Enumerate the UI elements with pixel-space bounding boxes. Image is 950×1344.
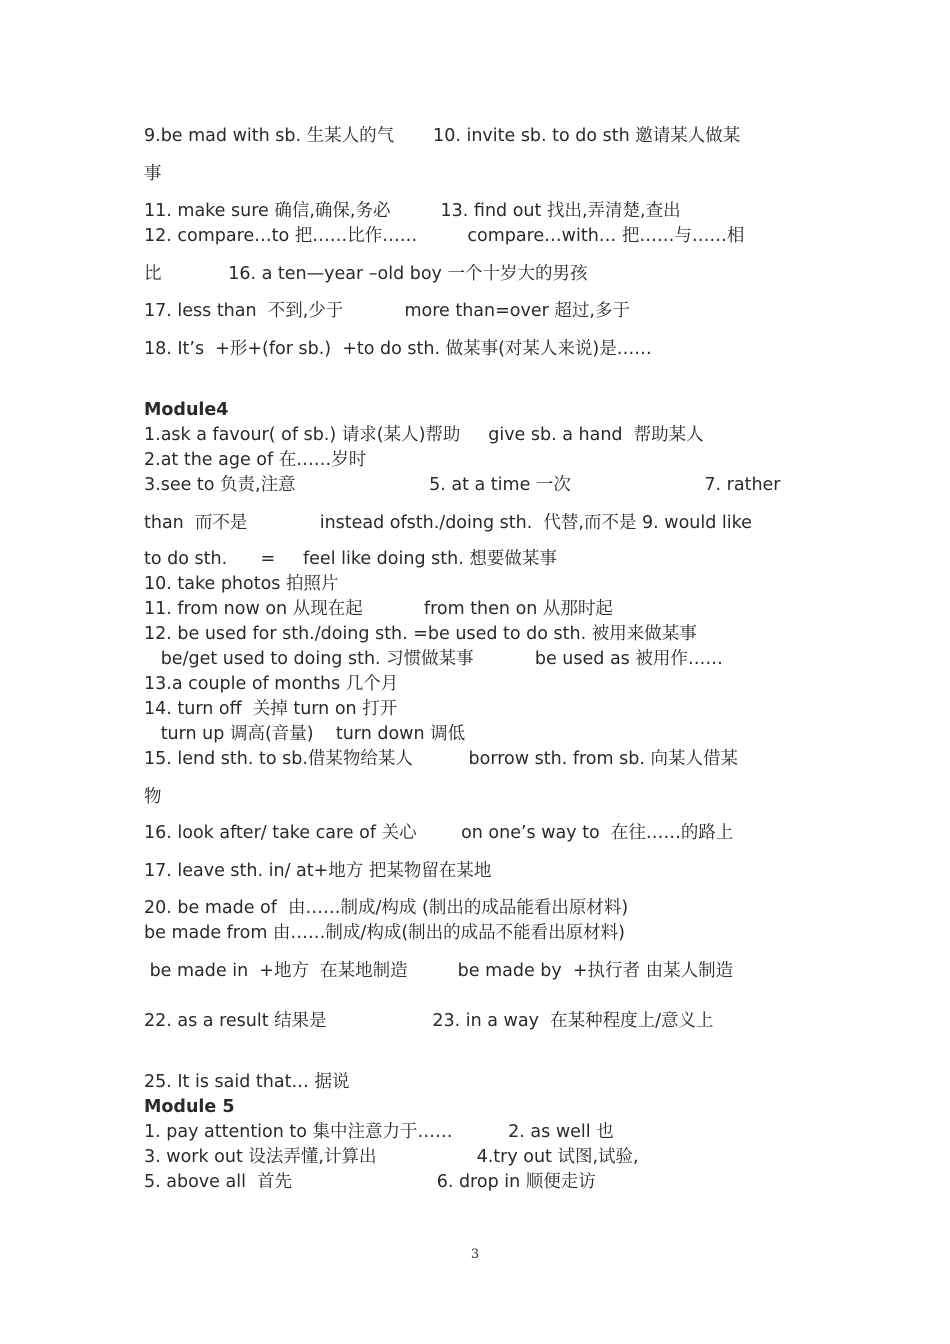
m4-phrase-line-20: 20. be made of 由……制成/构成 (制出的成品能看出原材料) xyxy=(144,898,629,918)
m4-phrase-line-13: 13.a couple of months 几个月 xyxy=(144,674,399,694)
phrase-line-17: 17. less than 不到,少于 more than=over 超过,多于 xyxy=(144,301,630,321)
phrase-line-12: 12. compare…to 把……比作…… compare…with… 把……与……相 xyxy=(144,226,745,246)
m4-phrase-line-15-cont: 物 xyxy=(144,787,162,807)
m4-phrase-line-25: 25. It is said that… 据说 xyxy=(144,1072,350,1092)
phrase-line-12-cont-16: 比 16. a ten—year –old boy 一个十岁大的男孩 xyxy=(144,264,588,284)
phrase-line-18: 18. It’s +形+(for sb.) +to do sth. 做某事(对某人来说)是…… xyxy=(144,339,652,359)
m4-phrase-line-22-23: 22. as a result 结果是 23. in a way 在某种程度上/意义上 xyxy=(144,1011,714,1031)
m4-phrase-line-2: 2.at the age of 在……岁时 xyxy=(144,450,367,470)
m5-phrase-line-1-2: 1. pay attention to 集中注意力于…… 2. as well 也 xyxy=(144,1122,614,1142)
phrase-line-11-13: 11. make sure 确信,确保,务必 13. find out 找出,弄清楚,查出 xyxy=(144,201,681,221)
m4-phrase-line-1: 1.ask a favour( of sb.) 请求(某人)帮助 give sb. a hand 帮助某人 xyxy=(144,425,704,445)
m4-phrase-line-3-5-7: 3.see to 负责,注意 5. at a time 一次 7. rather xyxy=(144,475,781,495)
m4-phrase-line-20-b: be made from 由……制成/构成(制出的成品不能看出原材料) xyxy=(144,923,625,943)
m4-phrase-line-16: 16. look after/ take care of 关心 on one’s way to 在往……的路上 xyxy=(144,823,734,843)
phrase-line-10-cont: 事 xyxy=(144,164,162,184)
m4-phrase-line-9-cont: to do sth. = feel like doing sth. 想要做某事 xyxy=(144,549,557,569)
module4-heading: Module4 xyxy=(144,400,229,420)
phrase-line-9-10: 9.be mad with sb. 生某人的气 10. invite sb. to do sth 邀请某人做某 xyxy=(144,126,741,146)
m4-phrase-line-14: 14. turn off 关掉 turn on 打开 xyxy=(144,699,398,719)
module5-heading: Module 5 xyxy=(144,1097,235,1117)
m4-phrase-line-10: 10. take photos 拍照片 xyxy=(144,574,339,594)
m4-phrase-line-7-cont: than 而不是 instead ofsth./doing sth. 代替,而不是 9. would like xyxy=(144,513,752,533)
m4-phrase-line-11: 11. from now on 从现在起 from then on 从那时起 xyxy=(144,599,613,619)
m4-phrase-line-12-cont: be/get used to doing sth. 习惯做某事 be used as 被用作…… xyxy=(144,649,723,669)
m4-phrase-line-17: 17. leave sth. in/ at+地方 把某物留在某地 xyxy=(144,861,492,881)
m4-phrase-line-14-cont: turn up 调高(音量) turn down 调低 xyxy=(144,724,466,744)
m4-phrase-line-20-c: be made in +地方 在某地制造 be made by +执行者 由某人制造 xyxy=(144,961,734,981)
m5-phrase-line-3-4: 3. work out 设法弄懂,计算出 4.try out 试图,试验, xyxy=(144,1147,639,1167)
page-number: 3 xyxy=(470,1247,480,1262)
m5-phrase-line-5-6: 5. above all 首先 6. drop in 顺便走访 xyxy=(144,1172,596,1192)
m4-phrase-line-12: 12. be used for sth./doing sth. =be used to do sth. 被用来做某事 xyxy=(144,624,697,644)
m4-phrase-line-15: 15. lend sth. to sb.借某物给某人 borrow sth. from sb. 向某人借某 xyxy=(144,749,738,769)
